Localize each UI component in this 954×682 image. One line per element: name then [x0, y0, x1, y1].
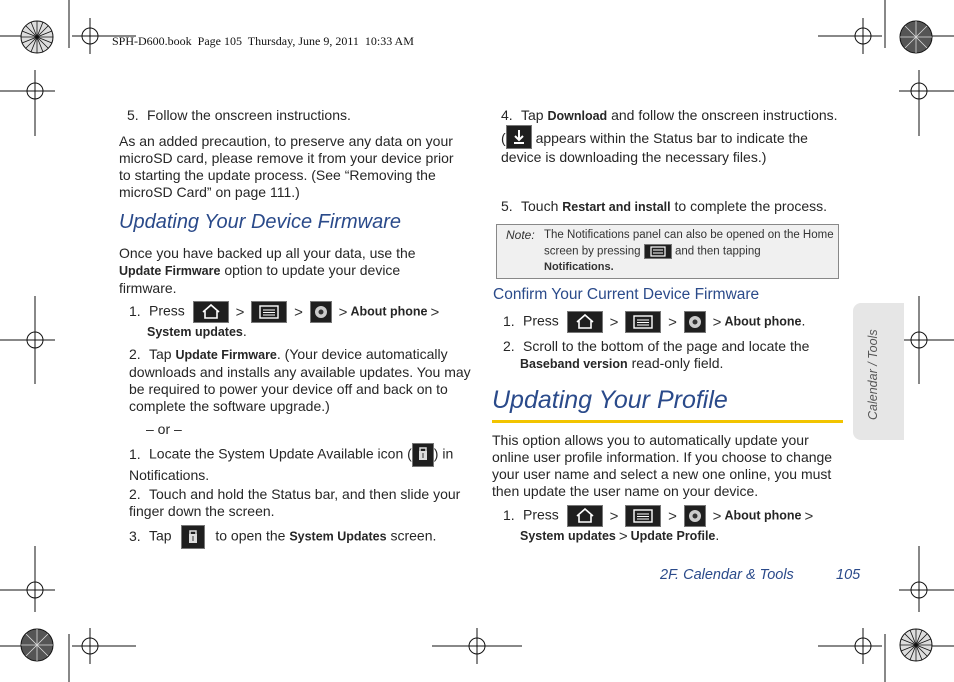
step-4-tap-download: 4. Tap Download and follow the onscreen instructions. ( appears within the Status bar to indicate the device is downloading the necessary files.): [501, 107, 838, 165]
step-5-touch-restart: 5. Touch Restart and install to complete the process.: [501, 198, 828, 214]
alt-step-2-touch-status-bar: 2. Touch and hold the Status bar, and then slide your finger down the screen.: [129, 486, 461, 519]
menu-key-icon: [625, 311, 661, 333]
home-key-icon: [567, 311, 603, 333]
step-5-follow: 5. Follow the onscreen instructions.: [127, 107, 351, 123]
menu-key-icon: [625, 505, 661, 527]
settings-icon: [310, 301, 332, 323]
step-2-tap-update-firmware: 2. Tap Update Firmware. (Your device automatically downloads and installs any available updates. You may be required to power your device off and back on to complete the software upgrade.): [129, 346, 471, 414]
confirm-step-2-scroll: 2. Scroll to the bottom of the page and locate the Baseband version read-only field.: [503, 338, 810, 371]
home-key-icon: [193, 301, 229, 323]
system-update-available-icon: [412, 443, 434, 467]
menu-key-icon: [644, 244, 672, 259]
alt-step-3-tap: 3. Tap to open the System Updates screen.: [129, 525, 474, 549]
profile-heading: Updating Your Profile: [492, 386, 728, 414]
side-tab-label: Calendar / Tools: [866, 329, 880, 420]
home-key-icon: [567, 505, 603, 527]
settings-icon: [684, 505, 706, 527]
step-1-press: 1. Press > > > About phone > System updates.: [129, 302, 440, 339]
firmware-heading: Updating Your Device Firmware: [119, 211, 401, 233]
profile-intro: This option allows you to automatically update your online user profile information. If you choose to change your user name and select a new one online, you must then update the user name on your device.: [492, 432, 833, 499]
menu-key-icon: [251, 301, 287, 323]
footer-section: 2F. Calendar & Tools: [660, 567, 794, 583]
print-slug: SPH-D600.book Page 105 Thursday, June 9, 2011 10:33 AM: [112, 34, 414, 48]
page-number: 105: [836, 567, 861, 583]
settings-icon: [684, 311, 706, 333]
download-icon: [506, 125, 532, 149]
note-box: [496, 224, 839, 279]
or-separator: – or –: [146, 421, 182, 437]
alt-step-1-locate: 1. Locate the System Update Available icon ( ) in Notifications.: [129, 443, 474, 484]
confirm-step-1-press: 1. Press > > > About phone.: [503, 311, 848, 333]
profile-step-1-press: 1. Press > > > About phone > System updates > Update Profile.: [503, 506, 814, 545]
system-update-icon: [181, 525, 205, 549]
confirm-firmware-heading: Confirm Your Current Device Firmware: [493, 286, 760, 303]
note-text: The Notifications panel can also be opened on the Home screen by pressing and then tapping Notifications.: [544, 229, 834, 273]
precaution-paragraph: As an added precaution, to preserve any data on your microSD card, please remove it from your device prior to starting the update process. (See “Removing the microSD Card” on page 111.): [119, 133, 454, 200]
firmware-intro: Once you have backed up all your data, use the Update Firmware option to update your device firmware.: [119, 245, 416, 296]
profile-heading-rule: [492, 420, 843, 423]
note-label: Note:: [506, 228, 535, 242]
